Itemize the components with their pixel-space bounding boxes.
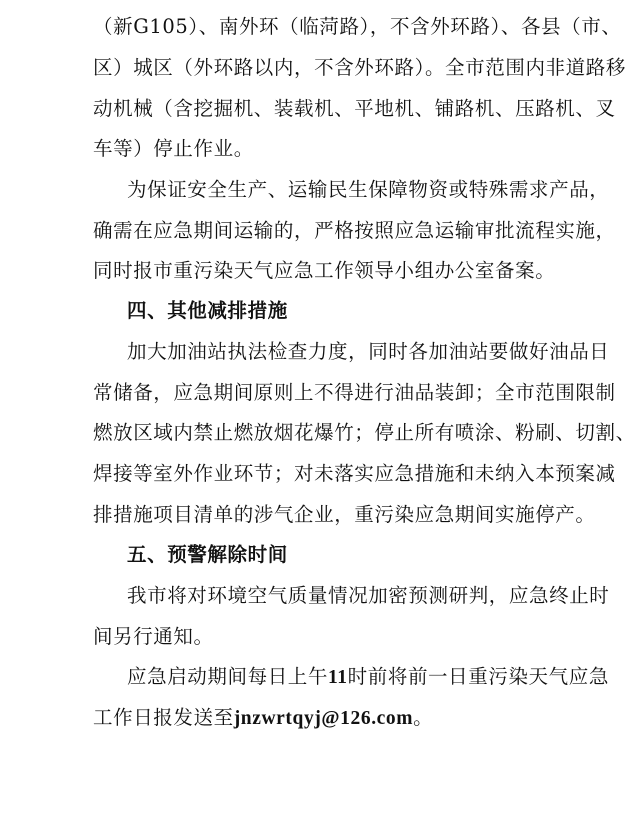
body-line: 我市将对环境空气质量情况加密预测研判，应急终止时: [127, 584, 610, 607]
report-email: jnzwrtqyj@126.com: [233, 708, 414, 729]
section-heading: 五、预警解除时间: [127, 543, 288, 566]
body-line: 同时报市重污染天气应急工作领导小组办公室备案。: [93, 259, 556, 282]
body-line: [93, 705, 433, 732]
report-text: 。: [413, 706, 434, 729]
body-line: 车等）停止作业。: [93, 137, 254, 160]
report-text: 工作日报发送至: [93, 706, 234, 729]
report-text: 时前将前一日重污染天气应急: [347, 665, 609, 688]
body-line: 动机械（含挖掘机、装载机、平地机、铺路机、压路机、叉: [93, 97, 616, 120]
report-time: 11: [328, 667, 348, 688]
body-line: 确需在应急期间运输的，严格按照应急运输审批流程实施，: [93, 219, 616, 242]
body-line: 间另行通知。: [93, 625, 214, 648]
body-line: 燃放区域内禁止燃放烟花爆竹；停止所有喷涂、粉刷、切割、: [93, 421, 636, 444]
report-text: 应急启动期间每日上午: [127, 665, 329, 688]
body-line: [127, 664, 609, 691]
section-heading: 四、其他减排措施: [127, 299, 288, 322]
body-line: 为保证安全生产、运输民生保障物资或特殊需求产品，: [127, 178, 610, 201]
body-line: 加大加油站执法检查力度，同时各加油站要做好油品日: [127, 340, 610, 363]
body-line: 排措施项目清单的涉气企业，重污染应急期间实施停产。: [93, 503, 596, 526]
body-line: 区）城区（外环路以内，不含外环路）。全市范围内非道路移: [93, 56, 626, 79]
body-line: （新G105）、南外环（临菏路），不含外环路）、各县（市、: [93, 15, 622, 38]
body-line: 常储备，应急期间原则上不得进行油品装卸；全市范围限制: [93, 381, 616, 404]
body-line: 焊接等室外作业环节；对未落实应急措施和未纳入本预案减: [93, 462, 616, 485]
